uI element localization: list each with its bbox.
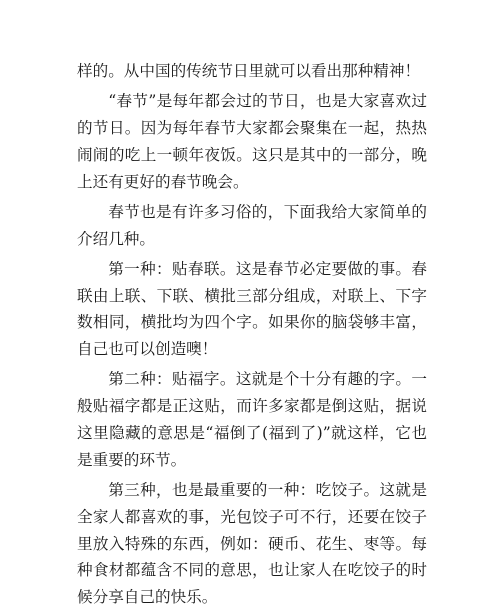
- paragraph-customs-intro: 春节也是有许多习俗的，下面我给大家简单的介绍几种。: [77, 202, 427, 248]
- paragraph-continued: 样的。从中国的传统节日里就可以看出那种精神！: [77, 62, 421, 80]
- article-body: [77, 58, 427, 614]
- paragraph-spring-festival-intro: “春节”是每年都会过的节日，也是大家喜欢过的节日。因为每年春节大家都会聚集在一起，热热闹闹的吃上一顿年夜饭。这只是其中的一部分，晚上还有更好的春节晚会。: [77, 92, 427, 191]
- paragraph-custom-dumplings: 第三种，也是最重要的一种：吃饺子。这就是全家人都喜欢的事，光包饺子可不行，还要在饺子里放入特殊的东西，例如：硬币、花生、枣等。每种食材都蕴含不同的意思，也让家人在吃饺子的时候分享自己的快乐。: [77, 480, 427, 607]
- paragraph-custom-couplets: 第一种：贴春联。这是春节必定要做的事。春联由上联、下联、横批三部分组成，对联上、下字数相同，横批均为四个字。如果你的脑袋够丰富，自己也可以创造噢！: [77, 259, 427, 359]
- paragraph-custom-fu-character: 第二种：贴福字。这就是个十分有趣的字。一般贴福字都是正这贴，而许多家都是倒这贴，据说这里隐藏的意思是“福倒了(福到了)”就这样，它也是重要的环节。: [77, 370, 427, 469]
